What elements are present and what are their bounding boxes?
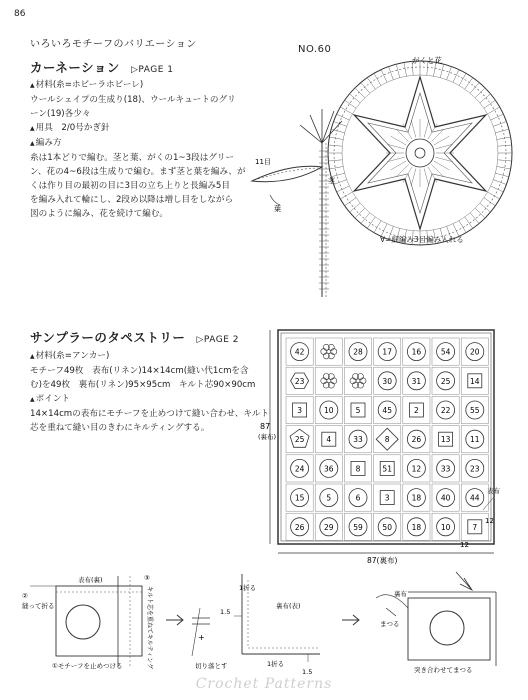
motif-number: 51 (382, 464, 392, 474)
motif-number: 17 (382, 347, 392, 357)
motif-cell (374, 455, 401, 482)
motif-number: 16 (411, 347, 422, 357)
stitch-tick (440, 64, 444, 78)
inner-stitch-tick (434, 161, 450, 170)
motif-number: 12 (411, 464, 422, 474)
motif-number: 30 (382, 376, 392, 386)
motif-number: 8 (355, 464, 361, 474)
carnation-diagram (230, 55, 520, 315)
inner-stitch-tick (391, 136, 407, 145)
motif-number: 5 (355, 406, 361, 415)
carnation-instruction-line: ▲ 編み方 (30, 136, 280, 151)
motif-cell (403, 513, 430, 540)
inner-stitch-tick (424, 120, 429, 137)
motif-cell (315, 367, 342, 394)
sampler-instruction-line: モチーフ49枚 表布(リネン)14×14cm(縫い代1cmを含 (30, 366, 249, 376)
sampler-instruction-line: 芯を重ねて縫い目のきわにキルティングする。 (30, 423, 210, 433)
motif-cell (461, 338, 488, 365)
height-label: 87 (260, 422, 271, 431)
stitch-tick (498, 160, 512, 161)
motif-number: 15 (294, 493, 305, 503)
step2-center-label: 裏布(表) (276, 602, 301, 610)
stem-label: 茎 (328, 177, 335, 185)
step2-fold1-label: 1折る (239, 584, 257, 592)
stitch-tick (495, 173, 509, 177)
inner-stitch-tick (391, 161, 407, 170)
stitch-tick (404, 62, 407, 76)
motif-cell (403, 455, 430, 482)
motif-cell (403, 484, 430, 511)
stitch-tick (498, 145, 512, 146)
inner-stitch-tick (434, 136, 450, 145)
motif-number: 40 (440, 493, 451, 503)
motif-number: 42 (294, 347, 305, 357)
stitch-tick (493, 180, 506, 185)
step1-left-label: 縫って折る (22, 602, 55, 610)
motif-cell (315, 513, 342, 540)
stitch-tick (389, 67, 394, 80)
motif-number: 4 (326, 435, 332, 445)
motif-number: 44 (470, 493, 480, 503)
motif-number: 18 (411, 522, 422, 532)
stitch-tick (334, 122, 347, 127)
sampler-heading (30, 327, 239, 346)
motif-number: 45 (382, 406, 392, 415)
motif-cell (286, 338, 313, 365)
margin-dim-b: 12 (460, 541, 469, 549)
carnation-instruction-line: 図のように編み、花を続けて編む。 (30, 209, 169, 219)
motif-number: 2 (414, 406, 419, 415)
motif-cell (315, 338, 342, 365)
motif-number: 10 (440, 522, 451, 532)
step1-diagram (30, 576, 142, 666)
step2-dim2-label: 1.5 (302, 668, 313, 676)
motif-number: 18 (411, 493, 422, 503)
stitch-tick (475, 88, 485, 98)
stitch-tick (355, 208, 365, 218)
motif-number: 10 (324, 406, 334, 415)
motif-number: 28 (353, 347, 363, 357)
motif-cell (461, 367, 488, 394)
svg-text:+: + (198, 633, 205, 642)
motif-cell (374, 426, 401, 453)
symbol-legend (380, 234, 464, 245)
carnation-heading (30, 57, 174, 76)
motif-number: 3 (297, 406, 302, 415)
motif-number: 26 (294, 522, 305, 532)
motif-number: 50 (382, 522, 392, 532)
stitch-tick (340, 192, 352, 199)
motif-cell (403, 338, 430, 365)
motif-number: 24 (294, 464, 305, 474)
sampler-instruction-line: む)を49枚 裏布(リネン)95×95cm キルト芯90×90cm (30, 380, 256, 390)
v-symbol-icon: ∀ (380, 235, 386, 244)
step3-backing-label: 裏布 (394, 590, 407, 598)
stitch-tick (337, 186, 350, 192)
motif-cell (432, 455, 459, 482)
step-arrow-2 (342, 615, 359, 625)
step2-cut-label: 切り落とす (195, 662, 228, 670)
step3-diagram (376, 572, 496, 666)
inner-stitch-tick (411, 120, 416, 137)
row-count-label: 11目 (255, 158, 271, 166)
carnation-instruction-line: を編み入れて輪にし、2段め以降は増し目をしながら (30, 195, 234, 205)
page-number: 86 (14, 9, 26, 19)
motif-number: 31 (411, 376, 422, 386)
stitch-tick (470, 213, 479, 224)
step2-fold2-label: 1折る (267, 660, 285, 668)
stitch-tick (475, 208, 485, 218)
motif-cell (403, 367, 430, 394)
motif-number: 11 (470, 435, 480, 445)
flower-label: がくと花 (412, 56, 442, 65)
motif-cell (461, 455, 488, 482)
motif-cell (432, 484, 459, 511)
margin-dim-a: 12 (485, 517, 494, 525)
stitch-tick (334, 180, 347, 185)
sampler-instruction-line: ▲ ポイント (30, 392, 270, 407)
motif-cell (344, 338, 371, 365)
carnation-title: カーネーション (30, 60, 120, 75)
motif-cell (461, 426, 488, 453)
stitch-tick (459, 221, 466, 233)
motif-cell (432, 513, 459, 540)
motif-number: 59 (353, 522, 363, 532)
motif-number: 29 (324, 522, 334, 532)
motif-number: 13 (440, 435, 451, 445)
stitch-tick (465, 78, 473, 90)
step2-dim-label: 1.5 (220, 608, 231, 616)
motif-cell (344, 513, 371, 540)
carnation-instruction-line: ウールシェイプの生成り(18)、ウールキュートのグリ (30, 95, 236, 105)
stitch-tick (480, 203, 491, 212)
motif-cell (461, 484, 488, 511)
motif-number: 55 (470, 406, 480, 415)
motif-number: 25 (294, 435, 305, 445)
stitch-tick (329, 137, 343, 140)
motif-cell (344, 455, 371, 482)
width-label: 87(裏布) (367, 556, 398, 565)
motif-cell (432, 367, 459, 394)
motif-cell (432, 426, 459, 453)
sampler-instruction-line: 14×14cmの表布にモチーフを止めつけて縫い合わせ、キルト (30, 409, 270, 419)
stitch-tick (495, 129, 509, 133)
motif-number: 33 (353, 435, 363, 445)
stitch-tick (497, 167, 511, 170)
step1-num3: ③ (144, 574, 150, 582)
step3-matsuru-label: まつる (380, 620, 400, 628)
stitch-tick (367, 217, 375, 229)
motif-cell (344, 396, 371, 423)
motif-cell (344, 484, 371, 511)
motif-cell (403, 396, 430, 423)
motif-number: 20 (470, 347, 480, 357)
motif-cell (374, 513, 401, 540)
motif-cell (403, 426, 430, 453)
inner-stitch-tick (411, 169, 416, 186)
motif-cell (286, 396, 313, 423)
stitch-tick (350, 203, 361, 212)
motif-number: 25 (440, 376, 451, 386)
stem-and-leaf-chart (252, 109, 342, 297)
sampler-instruction-line: ▲ 材料(糸=アンカー) (30, 349, 270, 364)
motif-cell (374, 484, 401, 511)
stitch-tick (396, 64, 400, 78)
motif-cell (286, 513, 313, 540)
carnation-instruction-line: ▲ 材料(糸=ホビーラホビーレ) (30, 78, 280, 93)
motif-cell (286, 455, 313, 482)
carnation-page-ref: ▷PAGE 1 (130, 65, 174, 75)
step1-num2: ② (22, 592, 28, 600)
stitch-tick (488, 192, 500, 199)
watermark-text: Crochet Patterns (195, 676, 333, 692)
motif-cell (315, 455, 342, 482)
step3-bottom-label: 突き合わせてまつる (414, 666, 473, 674)
carnation-instruction-line: ン、花の4~6段は生成りで編む。まず茎と葉を編み、が (30, 167, 246, 177)
legend-text: =細編み3目編み入れる (385, 235, 464, 244)
sampler-grid-diagram (255, 325, 525, 570)
height-sub-label: (裏布) (258, 433, 277, 441)
motif-number: 23 (470, 464, 480, 474)
sampler-title: サンプラーのタペストリー (30, 330, 186, 345)
motif-cell (315, 426, 342, 453)
stitch-tick (484, 198, 496, 206)
motif-number: 22 (440, 406, 451, 415)
face-fabric-label: 表布 (487, 487, 500, 495)
stitch-tick (465, 217, 473, 229)
leaf-label: 葉 (274, 205, 281, 213)
carnation-instruction-line: くは作り目の最初の目に3目の立ち上りと長編み5目 (30, 181, 230, 191)
stitch-tick (484, 100, 496, 108)
stitch-tick (493, 122, 506, 127)
motif-number: 36 (324, 464, 334, 474)
motif-number: 8 (384, 435, 390, 445)
finishing-steps-diagram (20, 568, 520, 680)
step1-bottom-label: ①モチーフを止めつける (52, 662, 123, 670)
motif-number: 33 (440, 464, 451, 474)
motif-cell (286, 426, 313, 453)
motif-cell (374, 338, 401, 365)
motif-number: 7 (472, 522, 478, 532)
stitch-tick (328, 145, 342, 146)
motif-cell (344, 367, 371, 394)
motif-cell (374, 367, 401, 394)
step1-top-label: 表布(裏) (78, 576, 103, 584)
motif-number: 54 (440, 347, 451, 357)
motif-cell (432, 396, 459, 423)
stitch-tick (329, 167, 343, 170)
carnation-instruction-line: ーン(19)各少々 (30, 109, 91, 119)
stitch-tick (459, 73, 466, 85)
motif-cell (315, 484, 342, 511)
stitch-tick (345, 198, 357, 206)
motif-number: 14 (470, 376, 480, 386)
motif-cell (286, 367, 313, 394)
motif-number: 23 (294, 376, 305, 386)
stitch-tick (328, 160, 342, 161)
step-arrow-1 (166, 615, 183, 625)
carnation-instruction-line: ▲ 用具 2/0号かぎ針 (30, 121, 280, 136)
motif-number: 6 (355, 493, 361, 503)
motif-cell (432, 338, 459, 365)
motif-number: 26 (411, 435, 422, 445)
carnation-instruction-line: 糸は1本どりで編む。茎と葉、がくの1~3段はグリー (30, 153, 235, 163)
stitch-tick (355, 88, 365, 98)
calyx-flower-chart (328, 61, 512, 245)
stitch-tick (447, 67, 452, 80)
sampler-page-ref: ▷PAGE 2 (196, 335, 240, 345)
motif-cell (344, 426, 371, 453)
stitch-tick (470, 83, 479, 94)
motif-number: 3 (384, 493, 390, 503)
stitch-tick (345, 100, 357, 108)
motif-cell (374, 396, 401, 423)
inner-stitch-tick (424, 169, 429, 186)
step1-quilting-label: キルト芯を重ねてキルティング (146, 586, 153, 670)
pattern-number: NO.60 (298, 44, 332, 55)
stitch-tick (491, 186, 504, 192)
series-title: いろいろモチーフのバリエーション (30, 39, 197, 50)
motif-cell (286, 484, 313, 511)
stitch-tick (497, 137, 511, 140)
sampler-instructions (30, 349, 270, 435)
motif-cell (461, 396, 488, 423)
motif-number: 5 (326, 493, 332, 503)
motif-cell (315, 396, 342, 423)
stitch-tick (367, 78, 375, 90)
